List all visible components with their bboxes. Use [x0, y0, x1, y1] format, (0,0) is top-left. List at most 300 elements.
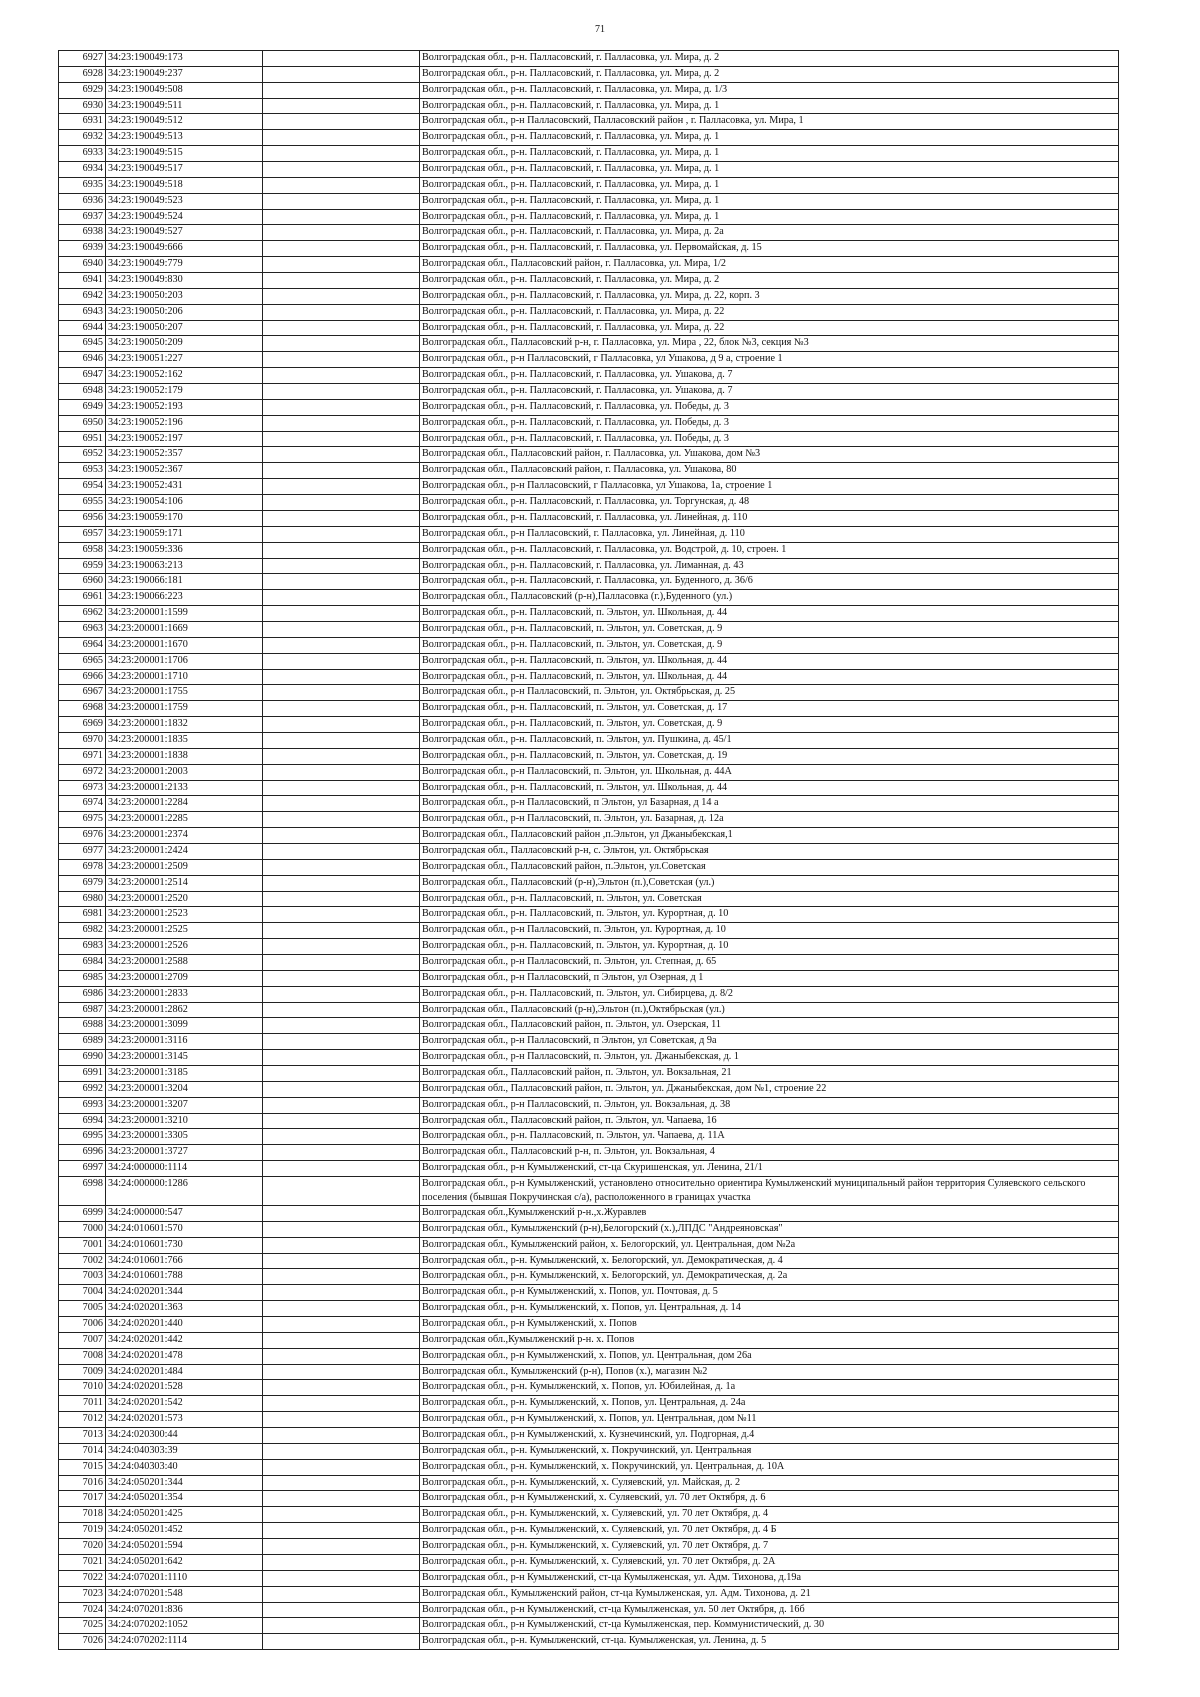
table-row — [59, 574, 1119, 590]
address-cell: Волгоградская обл., р-н Кумылженский, х. Попов, ул. Центральная, дом 26а — [420, 1348, 1119, 1364]
cadastral-number-cell: 34:24:010601:730 — [106, 1237, 263, 1253]
row-number-cell: 7026 — [59, 1634, 106, 1650]
address-cell: Волгоградская обл., р-н. Кумылженский, х. Белогорский, ул. Демократическая, д. 4 — [420, 1253, 1119, 1269]
empty-cell — [263, 796, 420, 812]
row-number-cell: 6985 — [59, 970, 106, 986]
row-number-cell: 7023 — [59, 1586, 106, 1602]
address-cell: Волгоградская обл., р-н Кумылженский, х. Попов, ул. Центральная, дом №11 — [420, 1412, 1119, 1428]
address-cell: Волгоградская обл., р-н Кумылженский, ст-ца Скуришенская, ул. Ленина, 21/1 — [420, 1161, 1119, 1177]
empty-cell — [263, 939, 420, 955]
cadastral-number-cell: 34:23:200001:3099 — [106, 1018, 263, 1034]
empty-cell — [263, 717, 420, 733]
row-number-cell: 6994 — [59, 1113, 106, 1129]
address-cell: Волгоградская обл., р-н Кумылженский, х. Кузнечинский, ул. Подгорная, д.4 — [420, 1428, 1119, 1444]
empty-cell — [263, 98, 420, 114]
cadastral-number-cell: 34:24:070202:1114 — [106, 1634, 263, 1650]
address-cell: Волгоградская обл., Палласовский р-н, п. Эльтон, ул. Вокзальная, 4 — [420, 1145, 1119, 1161]
empty-cell — [263, 1081, 420, 1097]
row-number-cell: 7002 — [59, 1253, 106, 1269]
address-cell: Волгоградская обл., р-н. Палласовский, г. Палласовка, ул. Мира, д. 2а — [420, 225, 1119, 241]
empty-cell — [263, 1491, 420, 1507]
table-row — [59, 479, 1119, 495]
row-number-cell: 6950 — [59, 415, 106, 431]
table-row — [59, 764, 1119, 780]
empty-cell — [263, 843, 420, 859]
cadastral-number-cell: 34:23:200001:1838 — [106, 748, 263, 764]
row-number-cell: 6935 — [59, 177, 106, 193]
empty-cell — [263, 146, 420, 162]
row-number-cell: 6977 — [59, 843, 106, 859]
empty-cell — [263, 637, 420, 653]
row-number-cell: 6964 — [59, 637, 106, 653]
table-row — [59, 1412, 1119, 1428]
table-row — [59, 273, 1119, 289]
cadastral-number-cell: 34:23:190063:213 — [106, 558, 263, 574]
address-cell: Волгоградская обл., р-н. Палласовский, п. Эльтон, ул. Курортная, д. 10 — [420, 907, 1119, 923]
empty-cell — [263, 130, 420, 146]
empty-cell — [263, 954, 420, 970]
empty-cell — [263, 1269, 420, 1285]
row-number-cell: 6938 — [59, 225, 106, 241]
table-row — [59, 1002, 1119, 1018]
row-number-cell: 6996 — [59, 1145, 106, 1161]
empty-cell — [263, 66, 420, 82]
cadastral-number-cell: 34:23:200001:2833 — [106, 986, 263, 1002]
row-number-cell: 6927 — [59, 51, 106, 67]
cadastral-number-cell: 34:24:000000:1114 — [106, 1161, 263, 1177]
cadastral-number-cell: 34:23:200001:1832 — [106, 717, 263, 733]
cadastral-number-cell: 34:24:040303:39 — [106, 1443, 263, 1459]
empty-cell — [263, 558, 420, 574]
empty-cell — [263, 1018, 420, 1034]
address-cell: Волгоградская обл., р-н. Палласовский, г. Палласовка, ул. Мира, д. 1/3 — [420, 82, 1119, 98]
address-cell: Волгоградская обл., Палласовский район, г. Палласовка, ул. Ушакова, 80 — [420, 463, 1119, 479]
empty-cell — [263, 748, 420, 764]
empty-cell — [263, 606, 420, 622]
row-number-cell: 7024 — [59, 1602, 106, 1618]
empty-cell — [263, 241, 420, 257]
table-row — [59, 986, 1119, 1002]
row-number-cell: 7003 — [59, 1269, 106, 1285]
cadastral-number-cell: 34:24:020201:478 — [106, 1348, 263, 1364]
table-row — [59, 1177, 1119, 1206]
address-cell: Волгоградская обл., р-н. Кумылженский, х. Попов, ул. Юбилейная, д. 1а — [420, 1380, 1119, 1396]
empty-cell — [263, 288, 420, 304]
address-cell: Волгоградская обл., р-н. Палласовский, п. Эльтон, ул. Советская, д. 9 — [420, 621, 1119, 637]
address-cell: Волгоградская обл., р-н Палласовский, г Палласовка, ул Ушакова, д 9 а, строение 1 — [420, 352, 1119, 368]
empty-cell — [263, 1034, 420, 1050]
table-row — [59, 1332, 1119, 1348]
empty-cell — [263, 1177, 420, 1206]
table-row — [59, 780, 1119, 796]
empty-cell — [263, 1380, 420, 1396]
row-number-cell: 6970 — [59, 732, 106, 748]
row-number-cell: 6928 — [59, 66, 106, 82]
table-row — [59, 843, 1119, 859]
cadastral-number-cell: 34:23:200001:2285 — [106, 812, 263, 828]
table-row — [59, 288, 1119, 304]
row-number-cell: 6998 — [59, 1177, 106, 1206]
table-row — [59, 495, 1119, 511]
cadastral-number-cell: 34:24:010601:570 — [106, 1221, 263, 1237]
cadastral-number-cell: 34:24:070201:836 — [106, 1602, 263, 1618]
empty-cell — [263, 336, 420, 352]
table-row — [59, 1554, 1119, 1570]
table-row — [59, 558, 1119, 574]
row-number-cell: 6972 — [59, 764, 106, 780]
row-number-cell: 6973 — [59, 780, 106, 796]
table-row — [59, 954, 1119, 970]
table-row — [59, 828, 1119, 844]
cadastral-number-cell: 34:23:190049:173 — [106, 51, 263, 67]
row-number-cell: 7018 — [59, 1507, 106, 1523]
empty-cell — [263, 368, 420, 384]
empty-cell — [263, 82, 420, 98]
row-number-cell: 6997 — [59, 1161, 106, 1177]
cadastral-number-cell: 34:23:200001:2003 — [106, 764, 263, 780]
empty-cell — [263, 352, 420, 368]
row-number-cell: 6939 — [59, 241, 106, 257]
table-row — [59, 1380, 1119, 1396]
empty-cell — [263, 701, 420, 717]
cadastral-number-cell: 34:23:200001:2709 — [106, 970, 263, 986]
row-number-cell: 6986 — [59, 986, 106, 1002]
cadastral-number-cell: 34:23:200001:2588 — [106, 954, 263, 970]
address-cell: Волгоградская обл., р-н Палласовский, п. Эльтон, ул. Октябрьская, д. 25 — [420, 685, 1119, 701]
table-row — [59, 621, 1119, 637]
cadastral-number-cell: 34:23:200001:2133 — [106, 780, 263, 796]
cadastral-number-cell: 34:23:190052:162 — [106, 368, 263, 384]
cadastral-number-cell: 34:23:190052:431 — [106, 479, 263, 495]
row-number-cell: 7007 — [59, 1332, 106, 1348]
empty-cell — [263, 447, 420, 463]
table-row — [59, 653, 1119, 669]
table-row — [59, 669, 1119, 685]
empty-cell — [263, 986, 420, 1002]
address-cell: Волгоградская обл., р-н Палласовский, п Эльтон, ул Озерная, д 1 — [420, 970, 1119, 986]
cadastral-number-cell: 34:23:190049:517 — [106, 162, 263, 178]
row-number-cell: 6978 — [59, 859, 106, 875]
address-cell: Волгоградская обл., р-н Кумылженский, ст-ца Кумылженская, ул. Адм. Тихонова, д.19а — [420, 1570, 1119, 1586]
empty-cell — [263, 1285, 420, 1301]
row-number-cell: 6976 — [59, 828, 106, 844]
table-row — [59, 1161, 1119, 1177]
address-cell: Волгоградская обл., р-н. Палласовский, г. Палласовка, ул. Мира, д. 2 — [420, 51, 1119, 67]
row-number-cell: 6989 — [59, 1034, 106, 1050]
address-cell: Волгоградская обл., р-н. Палласовский, г. Палласовка, ул. Мира, д. 1 — [420, 130, 1119, 146]
row-number-cell: 6947 — [59, 368, 106, 384]
table-row — [59, 1475, 1119, 1491]
table-row — [59, 1253, 1119, 1269]
row-number-cell: 7022 — [59, 1570, 106, 1586]
table-row — [59, 510, 1119, 526]
cadastral-number-cell: 34:23:190050:207 — [106, 320, 263, 336]
address-cell: Волгоградская обл., р-н. Палласовский, п. Эльтон, ул. Советская, д. 9 — [420, 717, 1119, 733]
empty-cell — [263, 1237, 420, 1253]
empty-cell — [263, 669, 420, 685]
address-cell: Волгоградская обл., р-н. Палласовский, п. Эльтон, ул. Советская, д. 19 — [420, 748, 1119, 764]
cadastral-number-cell: 34:23:190049:515 — [106, 146, 263, 162]
address-cell: Волгоградская обл., Палласовский район, п. Эльтон, ул. Чапаева, 16 — [420, 1113, 1119, 1129]
row-number-cell: 7000 — [59, 1221, 106, 1237]
empty-cell — [263, 685, 420, 701]
cadastral-number-cell: 34:23:190049:513 — [106, 130, 263, 146]
row-number-cell: 6980 — [59, 891, 106, 907]
address-cell: Волгоградская обл., р-н. Палласовский, г. Палласовка, ул. Мира, д. 2 — [420, 273, 1119, 289]
empty-cell — [263, 495, 420, 511]
cadastral-number-cell: 34:24:050201:344 — [106, 1475, 263, 1491]
table-row — [59, 1459, 1119, 1475]
empty-cell — [263, 114, 420, 130]
cadastral-number-cell: 34:23:190052:357 — [106, 447, 263, 463]
cadastral-number-cell: 34:24:020201:442 — [106, 1332, 263, 1348]
empty-cell — [263, 51, 420, 67]
table-row — [59, 304, 1119, 320]
cadastral-number-cell: 34:23:200001:2523 — [106, 907, 263, 923]
cadastral-number-cell: 34:23:200001:3727 — [106, 1145, 263, 1161]
cadastral-number-cell: 34:24:070202:1052 — [106, 1618, 263, 1634]
row-number-cell: 6965 — [59, 653, 106, 669]
table-row — [59, 1507, 1119, 1523]
table-row — [59, 146, 1119, 162]
row-number-cell: 6992 — [59, 1081, 106, 1097]
row-number-cell: 7025 — [59, 1618, 106, 1634]
row-number-cell: 7012 — [59, 1412, 106, 1428]
empty-cell — [263, 1332, 420, 1348]
empty-cell — [263, 907, 420, 923]
address-cell: Волгоградская обл., Палласовский (р-н),Эльтон (п.),Октябрьская (ул.) — [420, 1002, 1119, 1018]
table-row — [59, 368, 1119, 384]
table-row — [59, 1206, 1119, 1222]
row-number-cell: 6974 — [59, 796, 106, 812]
row-number-cell: 6962 — [59, 606, 106, 622]
cadastral-number-cell: 34:23:200001:3185 — [106, 1066, 263, 1082]
table-row — [59, 51, 1119, 67]
table-row — [59, 257, 1119, 273]
table-row — [59, 1018, 1119, 1034]
empty-cell — [263, 463, 420, 479]
address-cell: Волгоградская обл., Палласовский (р-н),Эльтон (п.),Советская (ул.) — [420, 875, 1119, 891]
table-row — [59, 1066, 1119, 1082]
address-cell: Волгоградская обл., р-н. Палласовский, г. Палласовка, ул. Лиманная, д. 43 — [420, 558, 1119, 574]
address-cell: Волгоградская обл., р-н. Кумылженский, х. Суляевский, ул. 70 лет Октября, д. 4 Б — [420, 1523, 1119, 1539]
empty-cell — [263, 1475, 420, 1491]
table-row — [59, 399, 1119, 415]
row-number-cell: 6969 — [59, 717, 106, 733]
empty-cell — [263, 1221, 420, 1237]
cadastral-number-cell: 34:23:200001:2525 — [106, 923, 263, 939]
empty-cell — [263, 828, 420, 844]
cadastral-number-cell: 34:24:040303:40 — [106, 1459, 263, 1475]
address-cell: Волгоградская обл., Палласовский район, п. Эльтон, ул. Озерская, 11 — [420, 1018, 1119, 1034]
empty-cell — [263, 1364, 420, 1380]
empty-cell — [263, 923, 420, 939]
table-row — [59, 1269, 1119, 1285]
address-cell: Волгоградская обл., р-н Палласовский, п. Эльтон, ул. Степная, д. 65 — [420, 954, 1119, 970]
address-cell: Волгоградская обл., Палласовский район, п.Эльтон, ул.Советская — [420, 859, 1119, 875]
empty-cell — [263, 193, 420, 209]
address-cell: Волгоградская обл., Палласовский р-н, г. Палласовка, ул. Мира , 22, блок №3, секция №3 — [420, 336, 1119, 352]
row-number-cell: 6933 — [59, 146, 106, 162]
row-number-cell: 6936 — [59, 193, 106, 209]
row-number-cell: 6941 — [59, 273, 106, 289]
row-number-cell: 7010 — [59, 1380, 106, 1396]
table-row — [59, 352, 1119, 368]
table-row — [59, 701, 1119, 717]
row-number-cell: 7005 — [59, 1301, 106, 1317]
cadastral-number-cell: 34:24:000000:547 — [106, 1206, 263, 1222]
cadastral-number-cell: 34:24:020201:528 — [106, 1380, 263, 1396]
address-cell: Волгоградская обл., р-н. Кумылженский, х. Покручинский, ул. Центральная, д. 10А — [420, 1459, 1119, 1475]
table-row — [59, 812, 1119, 828]
table-row — [59, 637, 1119, 653]
address-cell: Волгоградская обл., р-н. Кумылженский, х. Попов, ул. Центральная, д. 24а — [420, 1396, 1119, 1412]
address-cell: Волгоградская обл., р-н Палласовский, Палласовский район , г. Палласовка, ул. Мира, 1 — [420, 114, 1119, 130]
row-number-cell: 6954 — [59, 479, 106, 495]
cadastral-number-cell: 34:24:050201:594 — [106, 1539, 263, 1555]
cadastral-number-cell: 34:24:020201:363 — [106, 1301, 263, 1317]
address-cell: Волгоградская обл., р-н Кумылженский, х. Попов, ул. Почтовая, д. 5 — [420, 1285, 1119, 1301]
address-cell: Волгоградская обл., р-н. Палласовский, г. Палласовка, ул. Линейная, д. 110 — [420, 510, 1119, 526]
row-number-cell: 6930 — [59, 98, 106, 114]
address-cell: Волгоградская обл., р-н. Палласовский, п. Эльтон, ул. Пушкина, д. 45/1 — [420, 732, 1119, 748]
row-number-cell: 6983 — [59, 939, 106, 955]
address-cell: Волгоградская обл., р-н. Палласовский, г. Палласовка, ул. Мира, д. 22 — [420, 320, 1119, 336]
address-cell: Волгоградская обл., р-н. Палласовский, г. Палласовка, ул. Мира, д. 1 — [420, 98, 1119, 114]
row-number-cell: 7013 — [59, 1428, 106, 1444]
row-number-cell: 6982 — [59, 923, 106, 939]
address-cell: Волгоградская обл., Палласовский район, г. Палласовка, ул. Мира, 1/2 — [420, 257, 1119, 273]
empty-cell — [263, 1317, 420, 1333]
row-number-cell: 6995 — [59, 1129, 106, 1145]
row-number-cell: 6953 — [59, 463, 106, 479]
empty-cell — [263, 320, 420, 336]
row-number-cell: 6981 — [59, 907, 106, 923]
address-cell: Волгоградская обл., р-н Палласовский, п. Эльтон, ул. Вокзальная, д. 38 — [420, 1097, 1119, 1113]
cadastral-number-cell: 34:23:190051:227 — [106, 352, 263, 368]
cadastral-number-cell: 34:23:190050:206 — [106, 304, 263, 320]
address-cell: Волгоградская обл., Палласовский р-н, с. Эльтон, ул. Октябрьская — [420, 843, 1119, 859]
row-number-cell: 7001 — [59, 1237, 106, 1253]
address-cell: Волгоградская обл., р-н. Палласовский, п. Эльтон, ул. Чапаева, д. 11А — [420, 1129, 1119, 1145]
cadastral-number-cell: 34:24:020201:542 — [106, 1396, 263, 1412]
address-cell: Волгоградская обл., р-н Палласовский, п. Эльтон, ул. Джаныбекская, д. 1 — [420, 1050, 1119, 1066]
address-cell: Волгоградская обл., р-н Кумылженский, ст-ца Кумылженская, пер. Коммунистический, д. 30 — [420, 1618, 1119, 1634]
table-row — [59, 859, 1119, 875]
cadastral-number-cell: 34:23:190049:830 — [106, 273, 263, 289]
row-number-cell: 6975 — [59, 812, 106, 828]
table-row — [59, 907, 1119, 923]
address-cell: Волгоградская обл., р-н. Палласовский, п. Эльтон, ул. Курортная, д. 10 — [420, 939, 1119, 955]
cadastral-number-cell: 34:23:190059:171 — [106, 526, 263, 542]
address-cell: Волгоградская обл., р-н Палласовский, п. Эльтон, ул. Курортная, д. 10 — [420, 923, 1119, 939]
row-number-cell: 6932 — [59, 130, 106, 146]
address-cell: Волгоградская обл., Палласовский район ,п.Эльтон, ул Джаныбекская,1 — [420, 828, 1119, 844]
address-cell: Волгоградская обл., р-н. Кумылженский, х. Суляевский, ул. Майская, д. 2 — [420, 1475, 1119, 1491]
row-number-cell: 6963 — [59, 621, 106, 637]
table-row — [59, 384, 1119, 400]
empty-cell — [263, 510, 420, 526]
address-cell: Волгоградская обл., р-н. Палласовский, г. Палласовка, ул. Мира, д. 1 — [420, 193, 1119, 209]
empty-cell — [263, 1618, 420, 1634]
row-number-cell: 6955 — [59, 495, 106, 511]
address-cell: Волгоградская обл., Палласовский район, п. Эльтон, ул. Джаныбекская, дом №1, строение 22 — [420, 1081, 1119, 1097]
address-cell: Волгоградская обл., р-н. Кумылженский, х. Белогорский, ул. Демократическая, д. 2а — [420, 1269, 1119, 1285]
address-cell: Волгоградская обл., р-н. Палласовский, г. Палласовка, ул. Ушакова, д. 7 — [420, 368, 1119, 384]
row-number-cell: 6929 — [59, 82, 106, 98]
row-number-cell: 6993 — [59, 1097, 106, 1113]
row-number-cell: 6946 — [59, 352, 106, 368]
address-cell: Волгоградская обл., р-н. Палласовский, г. Палласовка, ул. Победы, д. 3 — [420, 399, 1119, 415]
cadastral-number-cell: 34:23:190066:223 — [106, 590, 263, 606]
table-row — [59, 748, 1119, 764]
row-number-cell: 6966 — [59, 669, 106, 685]
row-number-cell: 6961 — [59, 590, 106, 606]
row-number-cell: 6988 — [59, 1018, 106, 1034]
table-row — [59, 1539, 1119, 1555]
empty-cell — [263, 1348, 420, 1364]
cadastral-number-cell: 34:23:200001:2520 — [106, 891, 263, 907]
row-number-cell: 6990 — [59, 1050, 106, 1066]
cadastral-number-cell: 34:23:190049:508 — [106, 82, 263, 98]
cadastral-number-cell: 34:23:200001:3145 — [106, 1050, 263, 1066]
table-row — [59, 717, 1119, 733]
empty-cell — [263, 1050, 420, 1066]
table-row — [59, 1602, 1119, 1618]
empty-cell — [263, 574, 420, 590]
table-row — [59, 1097, 1119, 1113]
table-row — [59, 875, 1119, 891]
row-number-cell: 7015 — [59, 1459, 106, 1475]
empty-cell — [263, 209, 420, 225]
row-number-cell: 7020 — [59, 1539, 106, 1555]
address-cell: Волгоградская обл.,Кумылженский р-н. х. Попов — [420, 1332, 1119, 1348]
cadastral-number-cell: 34:23:200001:2514 — [106, 875, 263, 891]
row-number-cell: 6949 — [59, 399, 106, 415]
address-cell: Волгоградская обл., р-н. Палласовский, г. Палласовка, ул. Победы, д. 3 — [420, 415, 1119, 431]
cadastral-number-cell: 34:23:190049:523 — [106, 193, 263, 209]
cadastral-number-cell: 34:24:050201:425 — [106, 1507, 263, 1523]
table-row — [59, 209, 1119, 225]
cadastral-number-cell: 34:23:190066:181 — [106, 574, 263, 590]
table-row — [59, 82, 1119, 98]
table-row — [59, 1364, 1119, 1380]
cadastral-number-cell: 34:24:050201:452 — [106, 1523, 263, 1539]
cadastral-number-cell: 34:23:190049:779 — [106, 257, 263, 273]
table-row — [59, 590, 1119, 606]
empty-cell — [263, 1129, 420, 1145]
empty-cell — [263, 1097, 420, 1113]
cadastral-number-cell: 34:23:200001:2374 — [106, 828, 263, 844]
empty-cell — [263, 1428, 420, 1444]
row-number-cell: 6931 — [59, 114, 106, 130]
cadastral-number-cell: 34:23:200001:2284 — [106, 796, 263, 812]
row-number-cell: 6948 — [59, 384, 106, 400]
empty-cell — [263, 1002, 420, 1018]
empty-cell — [263, 780, 420, 796]
empty-cell — [263, 225, 420, 241]
cadastral-number-cell: 34:24:050201:642 — [106, 1554, 263, 1570]
cadastral-number-cell: 34:23:190052:196 — [106, 415, 263, 431]
address-cell: Волгоградская обл., р-н. Палласовский, г. Палласовка, ул. Мира, д. 1 — [420, 209, 1119, 225]
address-cell: Волгоградская обл., р-н. Кумылженский, х. Покручинский, ул. Центральная — [420, 1443, 1119, 1459]
cadastral-number-cell: 34:23:200001:3305 — [106, 1129, 263, 1145]
address-cell: Волгоградская обл., Кумылженский район, х. Белогорский, ул. Центральная, дом №2а — [420, 1237, 1119, 1253]
empty-cell — [263, 859, 420, 875]
address-cell: Волгоградская обл., р-н Кумылженский, х. Суляевский, ул. 70 лет Октября, д. 6 — [420, 1491, 1119, 1507]
cadastral-number-cell: 34:24:010601:788 — [106, 1269, 263, 1285]
row-number-cell: 6959 — [59, 558, 106, 574]
